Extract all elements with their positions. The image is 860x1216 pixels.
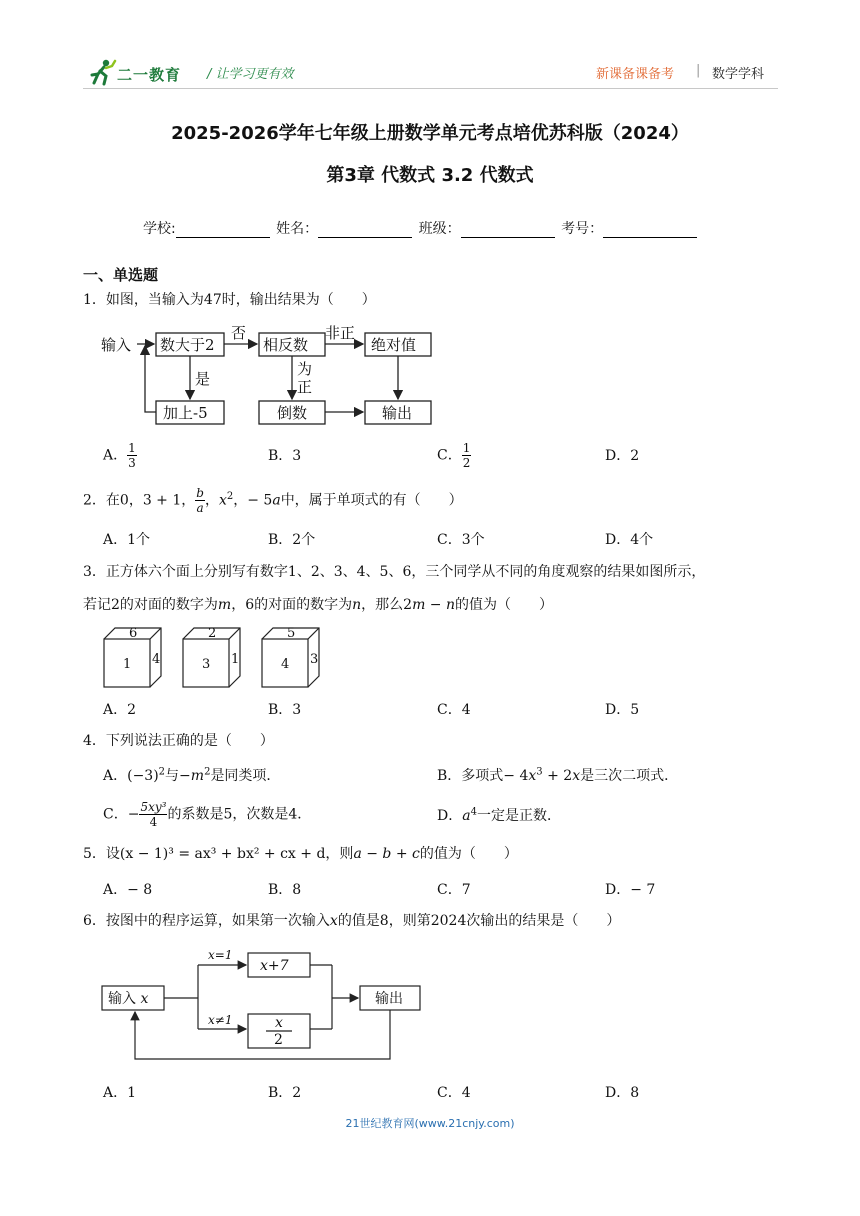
q6-input-text: 输入 x [108, 991, 149, 1007]
q3-cube1-side: 4 [152, 652, 161, 667]
q6-stem-a: 6．按图中的程序运算，如果第一次输入 [83, 913, 330, 929]
q3-cube2-side: 1 [231, 652, 240, 667]
q1-option-c-frac: $\frac{1}{2}$ [462, 441, 471, 470]
q4-option-d[interactable]: D．$a^4$一定是正数． [437, 806, 561, 824]
q5-stem-b: a − b + c [353, 846, 420, 862]
name-label: 姓名： [276, 221, 319, 237]
q1-option-a[interactable] [103, 441, 137, 470]
q2-option-c[interactable]: C．3个 [437, 532, 485, 548]
q6-input-label: 输入 [108, 991, 136, 1007]
q3-cube1-top: 6 [129, 626, 138, 641]
q3-option-d[interactable]: D．5 [605, 702, 640, 718]
q4-option-d-2: 一定是正数． [476, 808, 561, 824]
q1-box-reciprocal-text: 倒数 [277, 404, 308, 422]
q4-option-a-1: A．(−3) [103, 768, 159, 784]
q4-option-b-1: B．多项式− 4 [437, 768, 529, 784]
q6-option-b[interactable]: B．2 [268, 1085, 302, 1101]
q4-option-d-1: D． [437, 808, 463, 824]
q6-cond-eq: x=1 [208, 948, 233, 962]
section-title: 一、单选题 [83, 266, 159, 284]
q1-no-label: 否 [231, 324, 247, 342]
runner-logo-icon [84, 58, 118, 86]
q1-option-a-frac: $\frac{1}{3}$ [128, 441, 136, 470]
q1-box-gt2-text: 数大于2 [160, 336, 215, 354]
q6-stem: 6．按图中的程序运算，如果第一次输入x的值是8，则第2024次输出的结果是（ ） [83, 913, 621, 929]
q5-option-d[interactable]: D．− 7 [605, 882, 656, 898]
q5-option-c[interactable]: C．7 [437, 882, 471, 898]
q3-cube3-front: 4 [281, 657, 290, 672]
q4-option-b-2: + 2 [542, 768, 573, 784]
q5-stem [83, 845, 518, 863]
q1-option-c-label: C． [437, 447, 462, 464]
q6-frac-den: 2 [274, 1032, 283, 1048]
q2-stem-c: ，− 5 [233, 492, 273, 509]
q2-stem-a: 2．在0，3 + 1， [83, 492, 196, 509]
q1-yes-label: 是 [195, 370, 211, 388]
q2-stem-d: 中，属于单项式的有（ ） [280, 492, 463, 509]
q1-stem: 1．如图，当输入为47时，输出结果为（ ） [83, 292, 376, 308]
q4-option-a-2: 与− [165, 768, 191, 784]
logo-text: 二一教育 [117, 66, 182, 84]
q1-box-abs-text: 绝对值 [371, 336, 417, 354]
school-label: 学校: [143, 221, 176, 237]
q4-option-b[interactable]: B．多项式− $4x^3 + 2x$是三次二项式． [437, 766, 679, 784]
q3-cube3-side: 3 [310, 652, 319, 667]
q4-stem: 4．下列说法正确的是（ ） [83, 733, 274, 749]
q3-option-a[interactable]: A．2 [103, 702, 137, 718]
exam-no-blank [603, 223, 697, 238]
q6-output-text: 输出 [375, 991, 403, 1007]
q2-frac-b-a: $\frac{b}{a}$ [196, 486, 204, 515]
q1-option-c[interactable] [437, 441, 471, 470]
q1-option-d[interactable]: D．2 [605, 448, 640, 464]
q2-stem-b: ， [204, 492, 219, 509]
q2-option-a[interactable]: A．1个 [103, 532, 151, 548]
q4-option-c-den: 4 [149, 815, 158, 829]
header-separator: | [696, 63, 701, 78]
header-divider [83, 88, 778, 89]
q6-frac-num: x [275, 1015, 283, 1031]
q1-flowchart [97, 322, 442, 430]
class-blank [461, 223, 555, 238]
class-label: 班级： [418, 221, 461, 237]
q4-option-a[interactable]: A．$(-3)^2$与$-m^2$是同类项． [103, 766, 281, 784]
q6-stem-b: 的值是8，则第2024次输出的结果是（ ） [337, 913, 621, 929]
header-tag: 新课备课备考 [596, 67, 675, 82]
q3-cube3-top: 5 [287, 626, 296, 641]
q1-nonpos-label: 非正 [325, 324, 356, 342]
q1-box-opposite-text: 相反数 [263, 336, 309, 354]
q5-stem-a: 5．设(x − 1)³ = ax³ + bx² + cx + d，则 [83, 846, 354, 862]
q3-cubes [100, 624, 330, 690]
q1-box-output-text: 输出 [382, 404, 413, 422]
q4-option-c-frac [139, 800, 167, 829]
q5-stem-c: 的值为（ ） [419, 846, 518, 862]
q1-option-b[interactable]: B．3 [268, 448, 302, 464]
q3-line2-e: 的值为（ ） [455, 597, 554, 613]
q3-line2-c: ，那么2 [361, 597, 413, 613]
q3-line2-b: ，6的对面的数字为 [231, 597, 353, 613]
q1-option-a-label: A． [103, 447, 128, 464]
q3-cube2-top: 2 [208, 626, 217, 641]
q2-option-b[interactable]: B．2个 [268, 532, 316, 548]
name-blank [318, 223, 412, 238]
page-subtitle: 第3章 代数式 3.2 代数式 [326, 165, 534, 186]
info-fields [143, 220, 699, 238]
q3-cube2-front: 3 [202, 657, 211, 672]
q1-input-label: 输入 [101, 336, 132, 354]
q6-flowchart [100, 942, 425, 1064]
q4-option-c[interactable] [103, 800, 311, 829]
page-title: 2025-2026学年七年级上册数学单元考点培优苏科版（2024） [171, 123, 689, 144]
q3-line2-a: 若记2的对面的数字为 [83, 597, 218, 613]
logo [84, 58, 118, 86]
q4-option-c-1: C．− [103, 806, 140, 823]
q1-pos-label-1: 为 [297, 360, 313, 378]
q1-box-add-text: 加上-5 [163, 404, 208, 422]
q4-option-c-2: 的系数是5，次数是4． [167, 806, 312, 823]
q6-option-d[interactable]: D．8 [605, 1085, 640, 1101]
q4-option-b-3: 是三次二项式． [580, 768, 679, 784]
q5-option-a[interactable]: A．− 8 [103, 882, 153, 898]
q1-pos-label-2: 正 [297, 378, 313, 396]
q2-stem: 2．在0，3 + 1， $\frac{b}{a}$ ，$x^2$，− 5a中，属于单项式的有（ ） [83, 486, 463, 515]
q3-cube1-front: 1 [123, 657, 132, 672]
q6-option-a[interactable]: A．1 [103, 1085, 137, 1101]
header-subject: 数学学科 [712, 67, 765, 82]
q4-option-c-num: 5xy³ [140, 800, 167, 814]
q3-option-b[interactable]: B．3 [268, 702, 302, 718]
q3-line2: 若记2的对面的数字为m，6的对面的数字为n，那么2m − n的值为（ ） [83, 597, 554, 613]
footer-link[interactable]: 21世纪教育网(www.21cnjy.com) [345, 1117, 515, 1130]
q2-option-d[interactable]: D．4个 [605, 532, 654, 548]
q3-line1: 3．正方体六个面上分别写有数字1、2、3、4、5、6，三个同学从不同的角度观察的结果如图所示， [83, 564, 706, 580]
q5-option-b[interactable]: B．8 [268, 882, 302, 898]
q6-option-c[interactable]: C．4 [437, 1085, 471, 1101]
q3-line2-d: − [425, 597, 446, 613]
school-blank [176, 223, 270, 238]
q6-box-plus7-text: x+7 [260, 958, 289, 974]
q4-option-a-3: 是同类项． [210, 768, 281, 784]
q6-cond-neq: x≠1 [208, 1013, 233, 1027]
q3-option-c[interactable]: C．4 [437, 702, 471, 718]
exam-no-label: 考号： [561, 221, 604, 237]
slogan: / 让学习更有效 [207, 67, 294, 82]
